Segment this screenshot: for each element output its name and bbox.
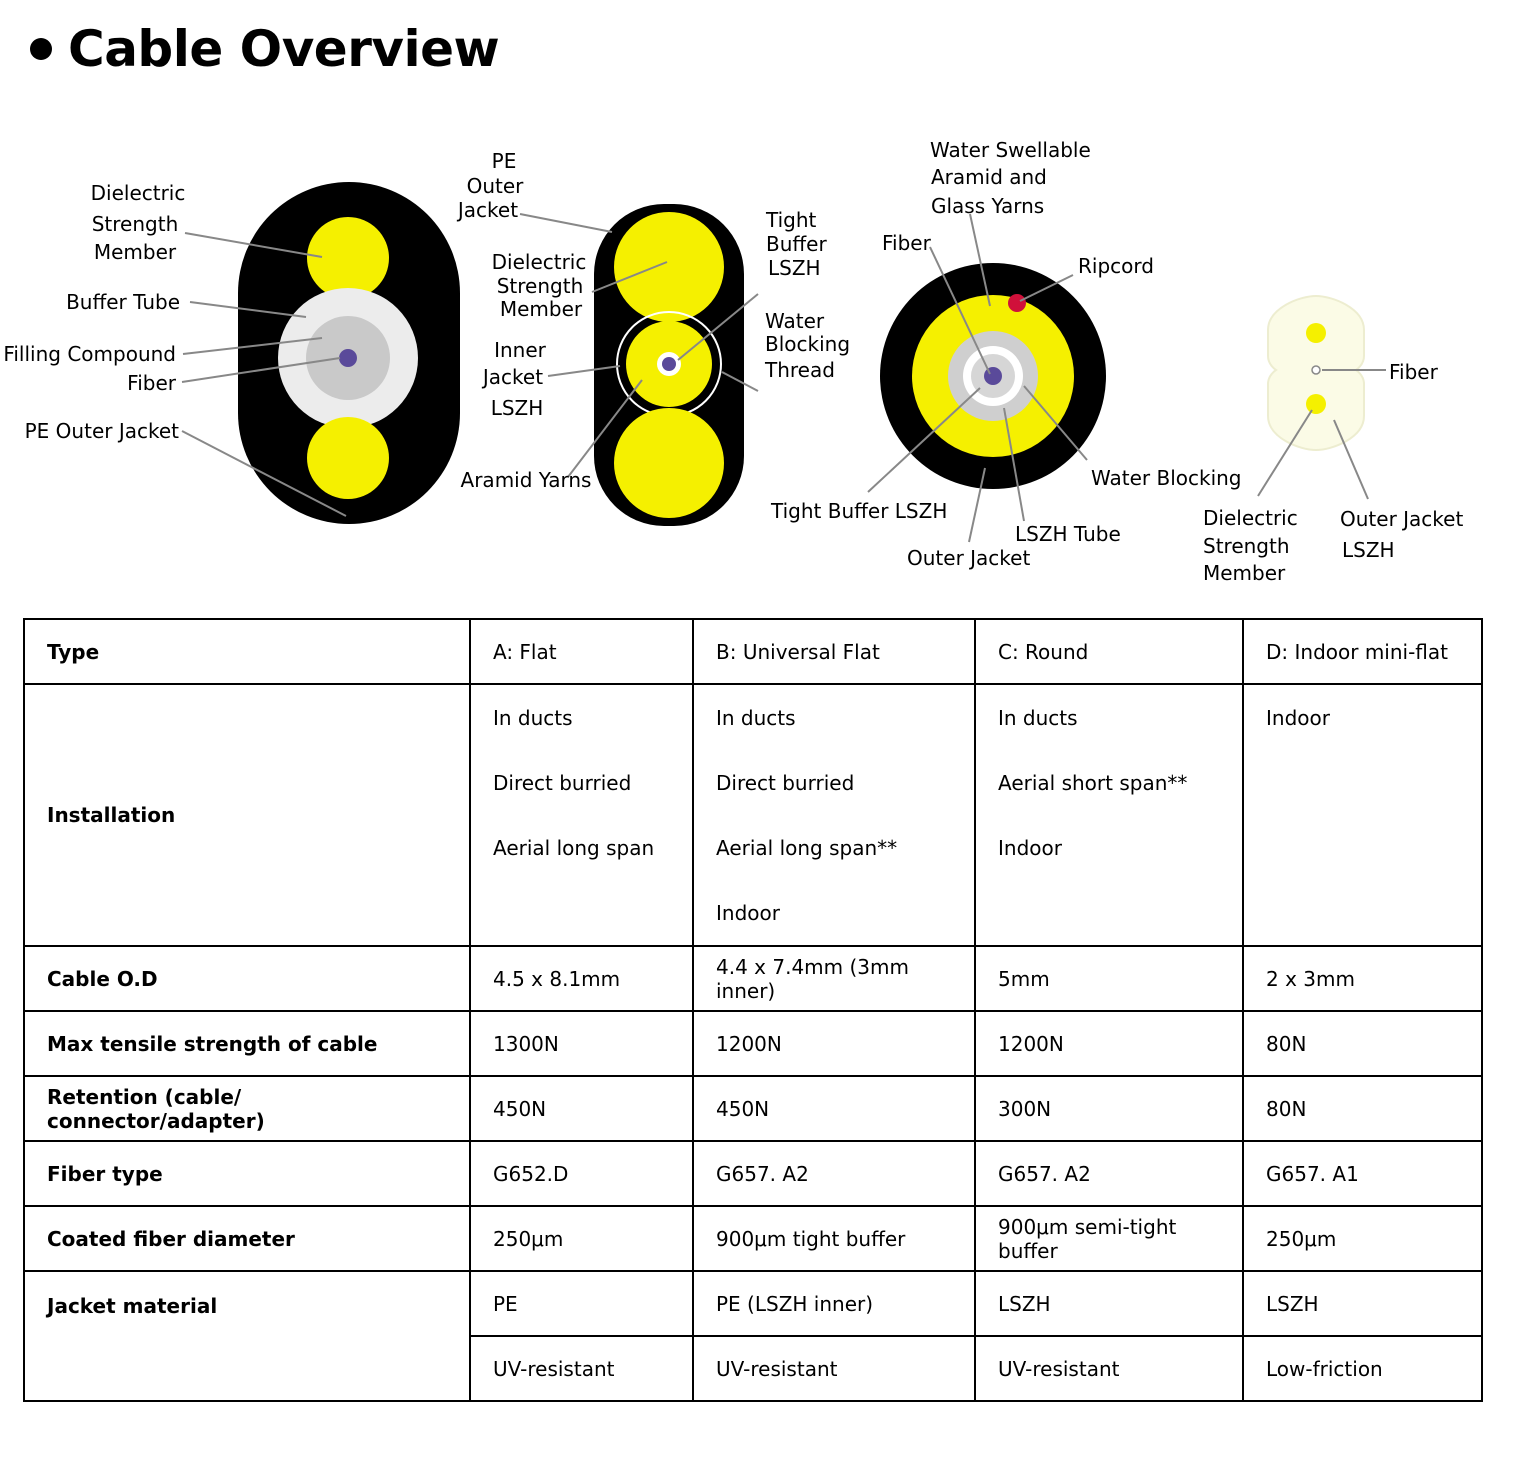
jacket-a-1: PE (470, 1271, 693, 1336)
installation-a-2: Aerial long span (493, 836, 655, 860)
cell-d: G657. A1 (1243, 1141, 1482, 1206)
page-title (30, 20, 499, 78)
label-b-tight-2: Buffer (766, 232, 827, 256)
cell-b: G657. A2 (693, 1141, 975, 1206)
jacket-d-1: LSZH (1243, 1271, 1482, 1336)
installation-c-2: Indoor (998, 836, 1062, 860)
table-row (24, 1141, 1482, 1206)
page-title-text: Cable Overview (68, 20, 500, 78)
label-a-dielectric-3: Member (93, 240, 177, 264)
row-label: Max tensile strength of cable (24, 1011, 470, 1076)
label-b-pe-3: Jacket (457, 198, 519, 222)
label-c-swell-2: Aramid and (931, 165, 1047, 189)
label-b-aramid: Aramid Yarns (460, 468, 592, 492)
label-d-outer-1: Outer Jacket (1340, 507, 1464, 531)
cell-b: 4.4 x 7.4mm (3mm inner) (693, 946, 975, 1011)
label-a-buffer-tube: Buffer Tube (66, 290, 180, 314)
installation-b-3: Indoor (716, 901, 780, 925)
installation-c (975, 684, 1243, 946)
jacket-c-2: UV-resistant (975, 1336, 1243, 1401)
cell-a: 4.5 x 8.1mm (470, 946, 693, 1011)
label-b-water-1: Water (765, 309, 825, 333)
cell-b: 450N (693, 1076, 975, 1141)
cable-cross-section-diagram (0, 120, 1516, 600)
cable-d-fiber (1312, 366, 1320, 374)
cable-c-ripcord (1008, 294, 1026, 312)
installation-b-2: Aerial long span** (716, 836, 898, 860)
row-label: Cable O.D (24, 946, 470, 1011)
bullet-icon (30, 38, 52, 60)
label-d-fiber: Fiber (1389, 360, 1438, 384)
table-row (24, 1206, 1482, 1271)
label-c-tight-buffer: Tight Buffer LSZH (771, 499, 948, 523)
label-c-ripcord: Ripcord (1078, 254, 1154, 278)
label-b-water-3: Thread (765, 358, 835, 382)
cable-d-indoor-mini-flat (1203, 296, 1463, 585)
installation-c-1: Aerial short span** (998, 771, 1188, 795)
label-a-pe-outer-jacket: PE Outer Jacket (24, 419, 179, 443)
table-header-row (24, 619, 1482, 684)
label-b-inner-2: Jacket (482, 365, 544, 389)
installation-d (1243, 684, 1482, 946)
cell-d: 2 x 3mm (1243, 946, 1482, 1011)
table-row-jacket-1 (24, 1271, 1482, 1336)
label-d-dielectric-1: Dielectric (1203, 506, 1298, 530)
label-c-swell-1: Water Swellable (930, 138, 1091, 162)
cable-d-strength-member-top (1306, 323, 1326, 343)
label-b-tight-1: Tight (766, 208, 817, 232)
installation-label: Installation (24, 684, 470, 946)
cable-c-fiber (984, 367, 1002, 385)
label-c-water-blocking: Water Blocking (1091, 466, 1242, 490)
label-a-dielectric-1: Dielectric (90, 181, 186, 205)
cell-d: 80N (1243, 1076, 1482, 1141)
jacket-b-2: UV-resistant (693, 1336, 975, 1401)
cell-c: 300N (975, 1076, 1243, 1141)
cable-a-strength-member-bottom (307, 417, 389, 499)
cell-c: 1200N (975, 1011, 1243, 1076)
table-row (24, 1076, 1482, 1141)
label-a-filling-compound: Filling Compound (3, 342, 176, 366)
cell-c: 900μm semi-tight buffer (975, 1206, 1243, 1271)
label-c-lszh-tube: LSZH Tube (1015, 522, 1121, 546)
installation-c-0: In ducts (998, 706, 1078, 730)
cable-b-universal-flat (456, 149, 850, 526)
label-a-dielectric-2: Strength (91, 212, 179, 236)
table-row (24, 946, 1482, 1011)
table-row-installation (24, 684, 1482, 946)
row-label: Fiber type (24, 1141, 470, 1206)
label-d-dielectric-3: Member (1203, 561, 1286, 585)
cell-a: 1300N (470, 1011, 693, 1076)
jacket-label: Jacket material (24, 1271, 470, 1401)
label-c-swell-3: Glass Yarns (931, 194, 1045, 218)
label-b-tight-3: LSZH (768, 256, 821, 280)
label-b-inner-1: Inner (494, 338, 546, 362)
header-d: D: Indoor mini-flat (1243, 619, 1482, 684)
cell-c: G657. A2 (975, 1141, 1243, 1206)
cell-a: 250μm (470, 1206, 693, 1271)
label-d-outer-2: LSZH (1342, 538, 1395, 562)
installation-b-0: In ducts (716, 706, 796, 730)
header-a: A: Flat (470, 619, 693, 684)
cable-a-fiber (339, 349, 357, 367)
label-b-inner-3: LSZH (490, 396, 544, 420)
jacket-a-2: UV-resistant (470, 1336, 693, 1401)
label-b-water-2: Blocking (765, 332, 851, 356)
cable-d-strength-member-bottom (1306, 394, 1326, 414)
installation-b (693, 684, 975, 946)
label-c-outer-jacket: Outer Jacket (907, 546, 1031, 570)
header-b: B: Universal Flat (693, 619, 975, 684)
cell-c: 5mm (975, 946, 1243, 1011)
cable-a-flat (3, 181, 460, 524)
spec-table (23, 618, 1483, 1402)
cable-b-strength-member-top (614, 212, 724, 322)
label-b-pe-1: PE (491, 149, 517, 173)
header-c: C: Round (975, 619, 1243, 684)
installation-a-1: Direct burried (493, 771, 632, 795)
cable-b-fiber-core (662, 357, 676, 371)
row-label: Retention (cable/ connector/adapter) (24, 1076, 470, 1141)
cable-b-strength-member-bottom (614, 408, 724, 518)
header-type: Type (24, 619, 470, 684)
installation-a-0: In ducts (493, 706, 573, 730)
cell-d: 250μm (1243, 1206, 1482, 1271)
label-d-dielectric-2: Strength (1203, 534, 1290, 558)
jacket-c-1: LSZH (975, 1271, 1243, 1336)
cell-b: 1200N (693, 1011, 975, 1076)
label-c-fiber: Fiber (882, 231, 931, 255)
cell-d: 80N (1243, 1011, 1482, 1076)
label-b-pe-2: Outer (466, 174, 524, 198)
row-label: Coated fiber diameter (24, 1206, 470, 1271)
cell-b: 900μm tight buffer (693, 1206, 975, 1271)
label-a-fiber: Fiber (127, 371, 176, 395)
cell-a: 450N (470, 1076, 693, 1141)
jacket-d-2: Low-friction (1243, 1336, 1482, 1401)
table-row (24, 1011, 1482, 1076)
label-b-dielectric-3: Member (499, 297, 583, 321)
label-b-dielectric-1: Dielectric (491, 250, 587, 274)
cable-a-strength-member-top (307, 217, 389, 299)
installation-a (470, 684, 693, 946)
installation-b-1: Direct burried (716, 771, 855, 795)
cell-a: G652.D (470, 1141, 693, 1206)
jacket-b-1: PE (LSZH inner) (693, 1271, 975, 1336)
installation-d-0: Indoor (1266, 706, 1330, 730)
label-b-dielectric-2: Strength (496, 274, 584, 298)
